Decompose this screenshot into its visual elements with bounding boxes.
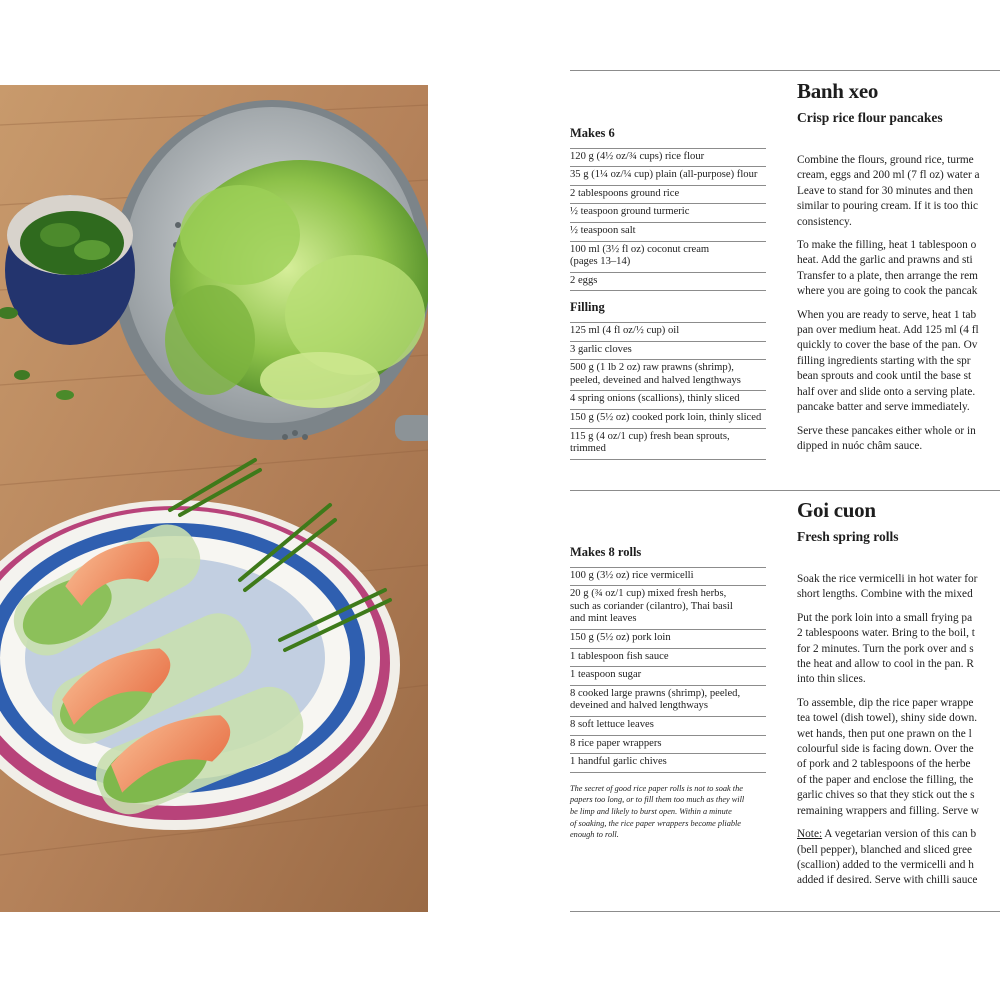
method-paragraph: Note: A vegetarian version of this can b (bell pepper), blanched and sliced gree (scallion) added to the vermicelli and h added if desired. Serve with chilli sauce [797, 828, 978, 887]
middle-rule [570, 490, 1000, 491]
ingredient-item: 150 g (5½ oz) cooked pork loin, thinly sliced [570, 410, 766, 429]
note-label: Note: [797, 828, 823, 841]
ingredient-item: 500 g (1 lb 2 oz) raw prawns (shrimp), peeled, deveined and halved lengthways [570, 360, 766, 391]
ingredient-item: 2 tablespoons ground rice [570, 186, 766, 205]
method-paragraph: To assemble, dip the rice paper wrappe tea towel (dish towel), shiny side down. wet hands, then put one prawn on the l colourful side is facing down. Over the of pork and 2 tablespoons of the herbe of the paper and enclose the filling, the garlic chives so that they stick out the s remaining wrappers and filling. Serve w [797, 696, 979, 817]
yield-heading: Makes 6 [570, 126, 615, 140]
method-paragraph: Put the pork loin into a small frying pa 2 tablespoons water. Bring to the boil, t for 2 minutes. Turn the pork over and s the heat and allow to cool in the pan. R into thin slices. [797, 611, 975, 686]
ingredient-item: 150 g (5½ oz) pork loin [570, 630, 766, 649]
ingredient-item: 1 handful garlic chives [570, 754, 766, 773]
method-paragraph: To make the filling, heat 1 tablespoon o heat. Add the garlic and prawns and sti Transfer to a plate, then arrange the rem where you are going to cook the pancak [797, 239, 978, 298]
method-paragraph: Soak the rice vermicelli in hot water for short lengths. Combine with the mixed [797, 573, 978, 601]
recipe-title: Banh xeo [797, 79, 879, 103]
ingredient-item: 100 g (3½ oz) rice vermicelli [570, 568, 766, 587]
ingredient-item: 1 teaspoon sugar [570, 667, 766, 686]
ingredient-item: 120 g (4½ oz/¾ cups) rice flour [570, 149, 766, 168]
recipe-title: Goi cuon [797, 498, 876, 522]
ingredient-item: 2 eggs [570, 273, 766, 292]
ingredients-column [570, 546, 766, 841]
ingredient-item: ½ teaspoon ground turmeric [570, 204, 766, 223]
recipe-subtitle: Fresh spring rolls [797, 529, 899, 544]
ingredient-item: 35 g (1¼ oz/¼ cup) plain (all-purpose) flour [570, 167, 766, 186]
filling-heading: Filling [570, 300, 605, 315]
ingredient-item: ½ teaspoon salt [570, 223, 766, 242]
method-paragraph: When you are ready to serve, heat 1 tab pan over medium heat. Add 125 ml (4 fl quickly to cover the base of the pan. Ov filling ingredients starting with the spr bean sprouts and cook until the base st half over and slide onto a serving plate. pancake batter and serve immediately. [797, 308, 979, 414]
ingredients-column [570, 127, 766, 460]
filling-list [570, 322, 766, 460]
ingredient-item: 8 rice paper wrappers [570, 736, 766, 755]
method-paragraph: Serve these pancakes either whole or in dipped in nuóc châm sauce. [797, 424, 976, 452]
ingredient-item: 4 spring onions (scallions), thinly sliced [570, 391, 766, 410]
ingredient-list [570, 567, 766, 773]
ingredient-item: 115 g (4 oz/1 cup) fresh bean sprouts, trimmed [570, 429, 766, 460]
ingredient-item: 8 soft lettuce leaves [570, 717, 766, 736]
method-text [797, 153, 1000, 454]
ingredient-item: 100 ml (3½ fl oz) coconut cream (pages 13–14) [570, 242, 766, 273]
ingredient-item: 3 garlic cloves [570, 342, 766, 361]
ingredient-item: 8 cooked large prawns (shrimp), peeled, deveined and halved lengthways [570, 686, 766, 717]
ingredient-item: 125 ml (4 fl oz/½ cup) oil [570, 323, 766, 342]
food-photo [0, 85, 428, 912]
top-rule [570, 70, 1000, 71]
ingredient-item: 20 g (¾ oz/1 cup) mixed fresh herbs, such as coriander (cilantro), Thai basil and mint leaves [570, 586, 766, 630]
yield-heading: Makes 8 rolls [570, 545, 642, 559]
tip-note: The secret of good rice paper rolls is not to soak the papers too long, or to fill them too much as they will be limp and likely to burst open. Within a minute of soaking, the rice paper wrappers become pliable enough to roll. [570, 783, 745, 840]
ingredient-item: 1 tablespoon fish sauce [570, 649, 766, 668]
method-paragraph: Combine the flours, ground rice, turme cream, eggs and 200 ml (7 fl oz) water a Leave to stand for 30 minutes and then similar to pouring cream. If it is too thic consistency. [797, 154, 980, 228]
recipe-subtitle: Crisp rice flour pancakes [797, 110, 943, 125]
method-text [797, 572, 1000, 889]
ingredient-list [570, 148, 766, 292]
bottom-rule [570, 911, 1000, 912]
